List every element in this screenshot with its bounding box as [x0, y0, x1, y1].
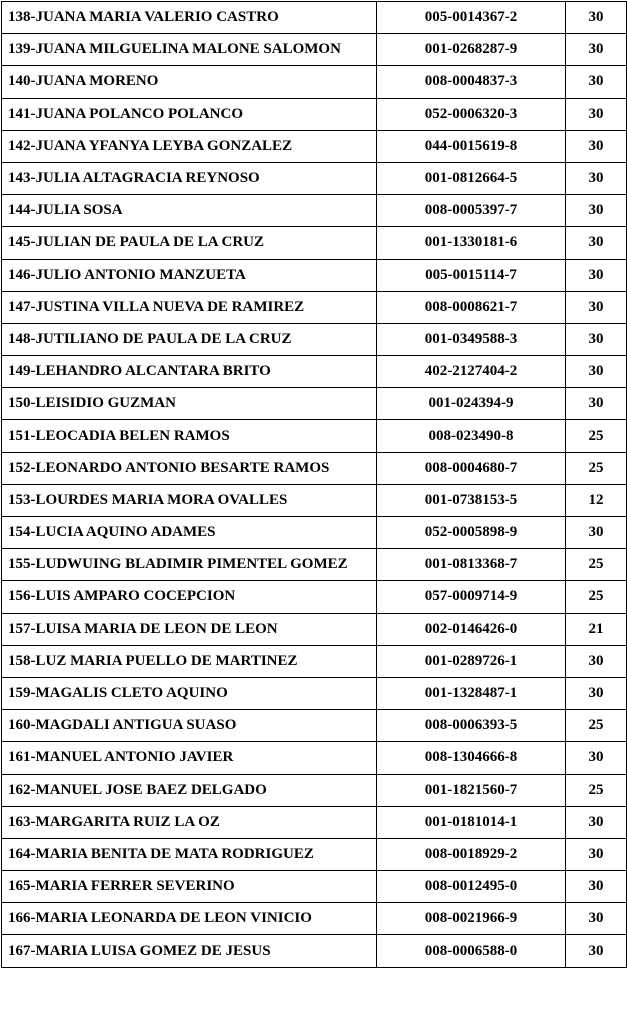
id-number-cell: 001-0738153-5: [377, 484, 566, 516]
value-cell: 30: [566, 517, 627, 549]
value-cell: 30: [566, 742, 627, 774]
table-row: [2, 259, 627, 291]
value-cell: 30: [566, 162, 627, 194]
table-row: [2, 838, 627, 870]
table-row: [2, 645, 627, 677]
id-number-cell: 008-023490-8: [377, 420, 566, 452]
person-name-cell: 160-MAGDALI ANTIGUA SUASO: [2, 710, 377, 742]
value-cell: 21: [566, 613, 627, 645]
table-row: [2, 710, 627, 742]
id-number-cell: 052-0006320-3: [377, 98, 566, 130]
table-row: [2, 420, 627, 452]
table-row: [2, 323, 627, 355]
id-number-cell: 008-0004837-3: [377, 66, 566, 98]
id-number-cell: 008-0004680-7: [377, 452, 566, 484]
value-cell: 30: [566, 98, 627, 130]
id-number-cell: 044-0015619-8: [377, 130, 566, 162]
person-name-cell: 165-MARIA FERRER SEVERINO: [2, 871, 377, 903]
table-row: [2, 806, 627, 838]
value-cell: 30: [566, 291, 627, 323]
person-name-cell: 166-MARIA LEONARDA DE LEON VINICIO: [2, 903, 377, 935]
value-cell: 30: [566, 388, 627, 420]
value-cell: 30: [566, 935, 627, 967]
table-row: [2, 162, 627, 194]
id-number-cell: 008-0005397-7: [377, 195, 566, 227]
table-row: [2, 677, 627, 709]
person-name-cell: 161-MANUEL ANTONIO JAVIER: [2, 742, 377, 774]
id-number-cell: 001-1328487-1: [377, 677, 566, 709]
table-row: [2, 517, 627, 549]
table-row: [2, 34, 627, 66]
person-name-cell: 164-MARIA BENITA DE MATA RODRIGUEZ: [2, 838, 377, 870]
person-name-cell: 153-LOURDES MARIA MORA OVALLES: [2, 484, 377, 516]
table-row: [2, 388, 627, 420]
id-number-cell: 057-0009714-9: [377, 581, 566, 613]
id-number-cell: 001-024394-9: [377, 388, 566, 420]
table-row: [2, 2, 627, 34]
id-number-cell: 008-0008621-7: [377, 291, 566, 323]
value-cell: 25: [566, 452, 627, 484]
table-row: [2, 356, 627, 388]
person-name-cell: 146-JULIO ANTONIO MANZUETA: [2, 259, 377, 291]
value-cell: 30: [566, 34, 627, 66]
id-number-cell: 005-0015114-7: [377, 259, 566, 291]
person-name-cell: 151-LEOCADIA BELEN RAMOS: [2, 420, 377, 452]
id-number-cell: 008-0006393-5: [377, 710, 566, 742]
id-number-cell: 001-1821560-7: [377, 774, 566, 806]
person-name-cell: 149-LEHANDRO ALCANTARA BRITO: [2, 356, 377, 388]
person-name-cell: 154-LUCIA AQUINO ADAMES: [2, 517, 377, 549]
table-row: [2, 774, 627, 806]
value-cell: 30: [566, 130, 627, 162]
person-name-cell: 148-JUTILIANO DE PAULA DE LA CRUZ: [2, 323, 377, 355]
id-number-cell: 001-0349588-3: [377, 323, 566, 355]
table-row: [2, 452, 627, 484]
person-name-cell: 159-MAGALIS CLETO AQUINO: [2, 677, 377, 709]
value-cell: 25: [566, 774, 627, 806]
value-cell: 30: [566, 259, 627, 291]
table-row: [2, 227, 627, 259]
person-name-cell: 143-JULIA ALTAGRACIA REYNOSO: [2, 162, 377, 194]
person-name-cell: 142-JUANA YFANYA LEYBA GONZALEZ: [2, 130, 377, 162]
person-name-cell: 145-JULIAN DE PAULA DE LA CRUZ: [2, 227, 377, 259]
id-number-cell: 001-0289726-1: [377, 645, 566, 677]
id-number-cell: 008-0006588-0: [377, 935, 566, 967]
person-name-cell: 139-JUANA MILGUELINA MALONE SALOMON: [2, 34, 377, 66]
person-name-cell: 157-LUISA MARIA DE LEON DE LEON: [2, 613, 377, 645]
id-number-cell: 008-0021966-9: [377, 903, 566, 935]
id-number-cell: 402-2127404-2: [377, 356, 566, 388]
table-body: [2, 2, 627, 968]
value-cell: 30: [566, 323, 627, 355]
person-name-cell: 158-LUZ MARIA PUELLO DE MARTINEZ: [2, 645, 377, 677]
table-row: [2, 613, 627, 645]
id-number-cell: 008-0018929-2: [377, 838, 566, 870]
person-name-cell: 155-LUDWUING BLADIMIR PIMENTEL GOMEZ: [2, 549, 377, 581]
person-name-cell: 163-MARGARITA RUIZ LA OZ: [2, 806, 377, 838]
table-row: [2, 98, 627, 130]
id-number-cell: 002-0146426-0: [377, 613, 566, 645]
id-number-cell: 001-0268287-9: [377, 34, 566, 66]
value-cell: 25: [566, 420, 627, 452]
value-cell: 30: [566, 677, 627, 709]
person-name-cell: 156-LUIS AMPARO COCEPCION: [2, 581, 377, 613]
value-cell: 30: [566, 871, 627, 903]
value-cell: 25: [566, 710, 627, 742]
id-number-cell: 008-1304666-8: [377, 742, 566, 774]
id-number-cell: 008-0012495-0: [377, 871, 566, 903]
person-name-cell: 141-JUANA POLANCO POLANCO: [2, 98, 377, 130]
value-cell: 30: [566, 227, 627, 259]
table-row: [2, 66, 627, 98]
id-number-cell: 001-0812664-5: [377, 162, 566, 194]
table-row: [2, 935, 627, 967]
table-row: [2, 903, 627, 935]
table-row: [2, 291, 627, 323]
table-row: [2, 195, 627, 227]
value-cell: 30: [566, 66, 627, 98]
table-row: [2, 130, 627, 162]
value-cell: 30: [566, 195, 627, 227]
person-name-cell: 144-JULIA SOSA: [2, 195, 377, 227]
person-name-cell: 150-LEISIDIO GUZMAN: [2, 388, 377, 420]
person-name-cell: 162-MANUEL JOSE BAEZ DELGADO: [2, 774, 377, 806]
table-row: [2, 581, 627, 613]
table-row: [2, 742, 627, 774]
value-cell: 25: [566, 549, 627, 581]
value-cell: 30: [566, 903, 627, 935]
id-number-cell: 005-0014367-2: [377, 2, 566, 34]
person-name-cell: 140-JUANA MORENO: [2, 66, 377, 98]
table-row: [2, 871, 627, 903]
id-number-cell: 001-0813368-7: [377, 549, 566, 581]
beneficiary-table: [1, 1, 627, 968]
id-number-cell: 001-1330181-6: [377, 227, 566, 259]
person-name-cell: 147-JUSTINA VILLA NUEVA DE RAMIREZ: [2, 291, 377, 323]
id-number-cell: 052-0005898-9: [377, 517, 566, 549]
value-cell: 30: [566, 838, 627, 870]
table-row: [2, 549, 627, 581]
value-cell: 30: [566, 645, 627, 677]
table-row: [2, 484, 627, 516]
person-name-cell: 138-JUANA MARIA VALERIO CASTRO: [2, 2, 377, 34]
person-name-cell: 167-MARIA LUISA GOMEZ DE JESUS: [2, 935, 377, 967]
value-cell: 30: [566, 2, 627, 34]
value-cell: 25: [566, 581, 627, 613]
value-cell: 30: [566, 356, 627, 388]
value-cell: 12: [566, 484, 627, 516]
id-number-cell: 001-0181014-1: [377, 806, 566, 838]
value-cell: 30: [566, 806, 627, 838]
person-name-cell: 152-LEONARDO ANTONIO BESARTE RAMOS: [2, 452, 377, 484]
